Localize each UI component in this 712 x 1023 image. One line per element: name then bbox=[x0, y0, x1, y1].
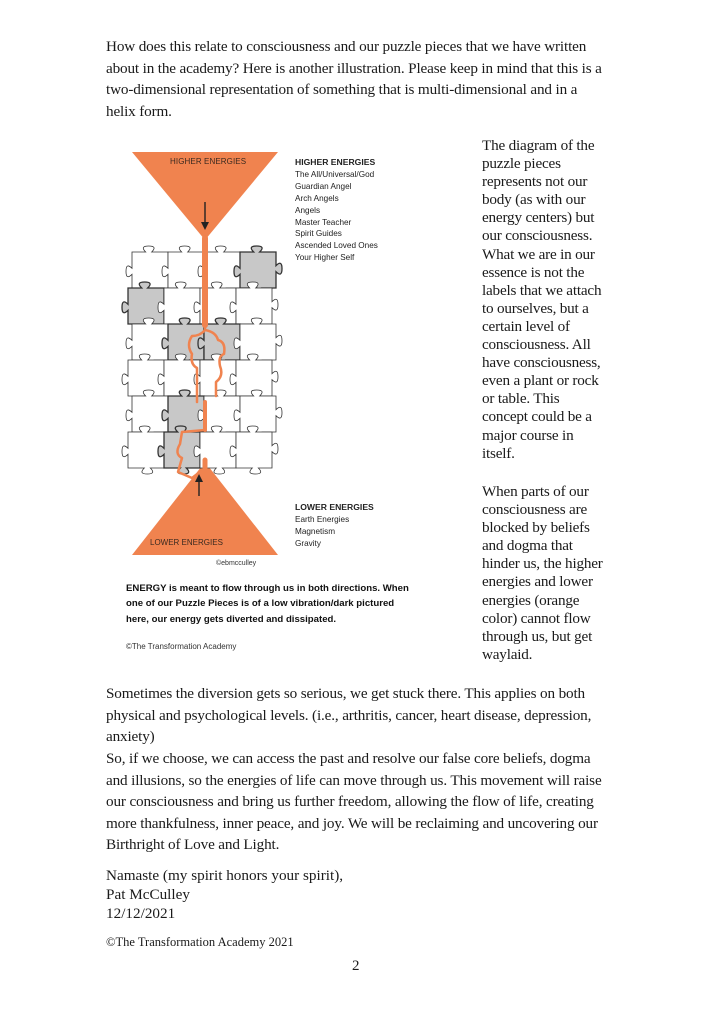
puzzle-piece bbox=[234, 318, 282, 366]
legend-item: Spirit Guides bbox=[295, 229, 342, 239]
paragraph-line: Sometimes the diversion gets so serious, we get stuck there. This applies on both bbox=[106, 685, 585, 702]
legend-item: Magnetism bbox=[295, 526, 336, 536]
sidebar-line: have consciousness, bbox=[482, 354, 601, 372]
dark-puzzle-piece bbox=[234, 246, 282, 294]
sidebar-line: even a plant or rock bbox=[482, 372, 599, 390]
sidebar-line: concept could be a bbox=[482, 408, 592, 426]
paragraph-line: So, if we choose, we can access the past and resolve our false core beliefs, dogma bbox=[106, 750, 591, 767]
choose-paragraph bbox=[106, 748, 611, 856]
sidebar-line: certain level of bbox=[482, 317, 570, 335]
sidebar-line: essence is not the bbox=[482, 263, 585, 281]
caption-line: here, our energy gets diverted and dissipated. bbox=[126, 613, 337, 625]
legend-title: LOWER ENERGIES bbox=[295, 502, 374, 512]
sidebar-line: to ourselves, but a bbox=[482, 299, 589, 317]
intro-line: How does this relate to consciousness and our puzzle pieces that we have written bbox=[106, 38, 587, 55]
sidebar-line: puzzle pieces bbox=[482, 155, 561, 173]
paragraph-line: and illusions, so the energies of life can move through us. This movement will raise bbox=[106, 771, 602, 789]
legend-item: Earth Energies bbox=[295, 514, 350, 524]
sidebar-line: energy centers) but bbox=[482, 209, 595, 227]
intro-paragraph bbox=[106, 36, 606, 122]
sidebar-line: color) cannot flow bbox=[482, 609, 591, 627]
paragraph-line: Birthright of Love and Light. bbox=[106, 836, 280, 853]
puzzle-piece bbox=[234, 390, 282, 438]
salutation: Namaste (my spirit honors your spirit), bbox=[106, 867, 344, 884]
author-name: Pat McCulley bbox=[106, 886, 190, 904]
diversion-paragraph bbox=[106, 683, 611, 748]
sidebar-line: consciousness. All bbox=[482, 336, 591, 354]
higher-energies-legend bbox=[295, 157, 378, 264]
sidebar-line: The diagram of the bbox=[482, 137, 595, 154]
sidebar-line: hinder us, the higher bbox=[482, 555, 603, 573]
sidebar-line: When parts of our bbox=[482, 483, 589, 500]
sidebar-line: body (as with our bbox=[482, 191, 586, 209]
figure-caption bbox=[126, 581, 436, 627]
intro-line: two-dimensional representation of something that is multi-dimensional and in a bbox=[106, 81, 578, 98]
legend-item: Gravity bbox=[295, 538, 321, 548]
paragraph-line: our consciousness and bring us further freedom, allowing the flow of life, creating bbox=[106, 793, 594, 810]
sidebar-paragraph-1 bbox=[482, 137, 610, 463]
sidebar-line: consciousness are bbox=[482, 501, 587, 519]
sidebar-line: and dogma that bbox=[482, 537, 573, 555]
closing-signature bbox=[106, 866, 343, 924]
sidebar-line: energies and lower bbox=[482, 573, 593, 591]
legend-title: HIGHER ENERGIES bbox=[295, 157, 376, 167]
intro-line: helix form. bbox=[106, 102, 172, 120]
sidebar-line: or table. This bbox=[482, 390, 560, 408]
sidebar-line: represents not our bbox=[482, 173, 588, 191]
footer-copyright: ©The Transformation Academy 2021 bbox=[106, 935, 294, 949]
sidebar-line: labels that we attach bbox=[482, 281, 602, 299]
sidebar-line: major course in bbox=[482, 426, 574, 444]
legend-item: The All/Universal/God bbox=[295, 169, 375, 179]
sidebar-line: blocked by beliefs bbox=[482, 519, 590, 537]
legend-item: Guardian Angel bbox=[295, 181, 352, 191]
legend-item: Angels bbox=[295, 205, 321, 215]
legend-item: Arch Angels bbox=[295, 193, 339, 203]
sidebar-line: through us, but get bbox=[482, 627, 593, 645]
puzzle-piece bbox=[230, 426, 278, 474]
paragraph-line: anxiety) bbox=[106, 728, 155, 745]
caption-line: one of our Puzzle Pieces is of a low vibration/dark pictured bbox=[126, 598, 395, 610]
lower-energies-triangle-label: LOWER ENERGIES bbox=[150, 538, 223, 547]
intro-line: about in the academy? Here is another illustration. Please keep in mind that this is a bbox=[106, 59, 602, 77]
legend-item: Your Higher Self bbox=[295, 253, 355, 263]
figure-credit: ©ebmcculley bbox=[216, 560, 257, 567]
date: 12/12/2021 bbox=[106, 905, 176, 923]
sidebar-paragraph-2 bbox=[482, 483, 610, 664]
caption-line: ENERGY is meant to flow through us in both directions. When bbox=[126, 583, 409, 594]
sidebar-line: itself. bbox=[482, 444, 515, 462]
sidebar-line: our consciousness. bbox=[482, 227, 593, 245]
paragraph-line: more thankfulness, inner peace, and joy. We will be reclaiming and uncovering our bbox=[106, 814, 598, 832]
higher-energies-triangle-label: HIGHER ENERGIES bbox=[170, 157, 247, 166]
sidebar-line: What we are in our bbox=[482, 245, 595, 263]
legend-item: Ascended Loved Ones bbox=[295, 241, 378, 251]
energy-puzzle-figure bbox=[120, 140, 470, 670]
figure-copyright: ©The Transformation Academy bbox=[126, 642, 237, 651]
page-number: 2 bbox=[352, 958, 360, 974]
lower-energies-legend bbox=[295, 502, 374, 550]
paragraph-line: physical and psychological levels. (i.e., arthritis, cancer, heart disease, depression, bbox=[106, 706, 592, 724]
sidebar-line: waylaid. bbox=[482, 645, 533, 663]
legend-item: Master Teacher bbox=[295, 217, 352, 227]
sidebar-line: energies (orange bbox=[482, 591, 580, 609]
